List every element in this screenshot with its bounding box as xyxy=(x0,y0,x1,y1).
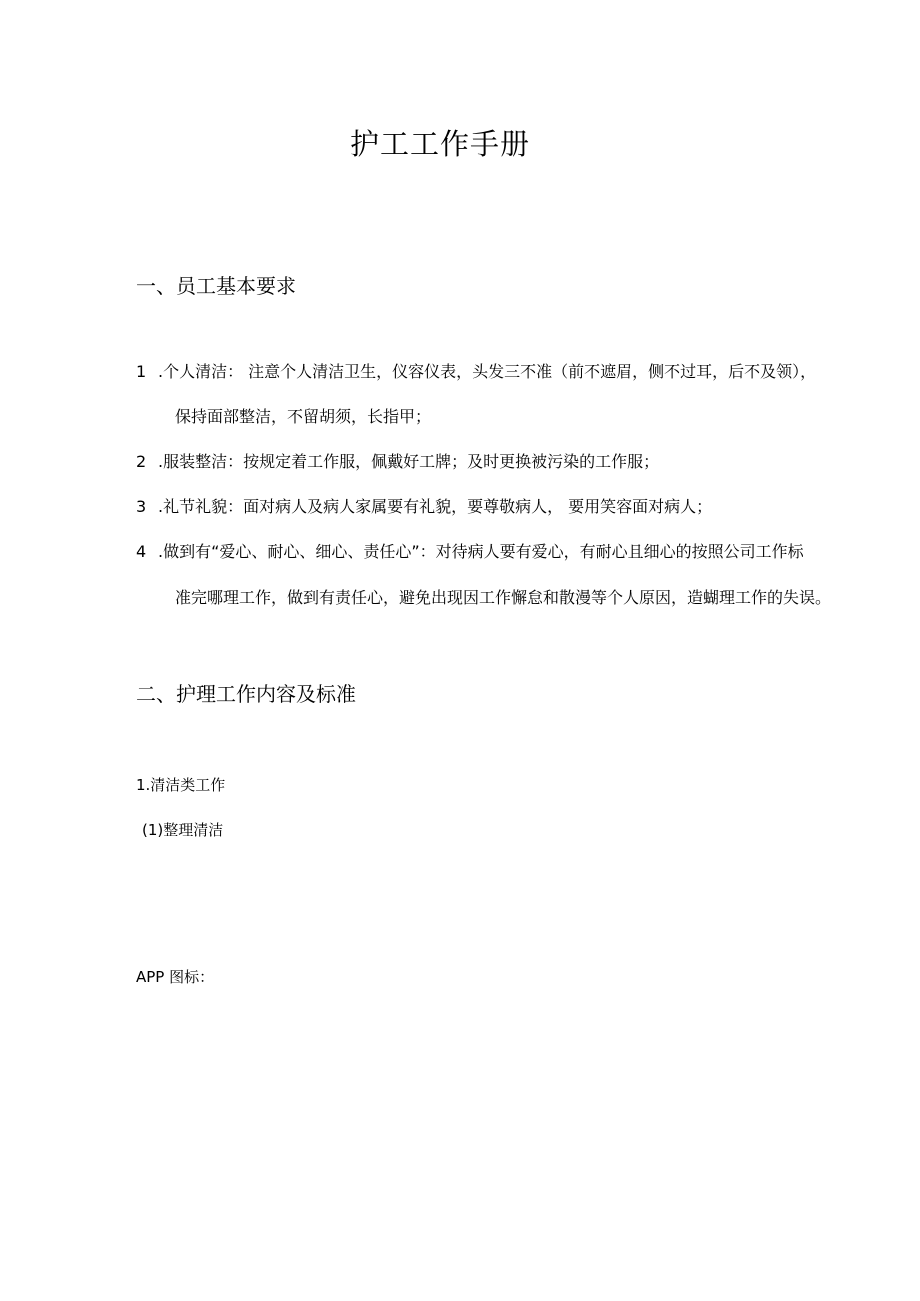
list-item-text: .礼节礼貌：面对病人及病人家属要有礼貌，要尊敬病人， 要用笑容面对病人； xyxy=(158,497,713,516)
list-item-continuation: 准完哪理工作，做到有责任心，避免出现因工作懈怠和散漫等个人原因，造蝴理工作的失误。 xyxy=(175,588,832,607)
section-heading-basic-requirements: 一、员工基本要求 xyxy=(136,274,296,298)
list-item-personal-hygiene xyxy=(136,360,816,384)
list-item-text: .做到有“爱心、耐心、细心、责任心”：对待病人要有爱心，有耐心且细心的按照公司工作标 xyxy=(158,542,804,561)
app-icon-label: APP 图标： xyxy=(136,968,215,986)
subsection-tidy-clean: (1)整理清洁 xyxy=(142,821,224,839)
list-item-text: .服装整洁：按规定着工作服，佩戴好工牌；及时更换被污染的工作服； xyxy=(158,452,660,471)
list-item-number: 1 xyxy=(136,362,147,381)
list-item-number: 3 xyxy=(136,497,147,516)
list-item-care-attitude xyxy=(136,540,804,564)
list-item-number: 4 xyxy=(136,542,147,561)
list-item-number: 2 xyxy=(136,452,147,471)
list-item-text: .个人清洁： 注意个人清洁卫生，仪容仪表，头发三不准（前不遮眉，侧不过耳，后不及领）， xyxy=(158,362,817,381)
list-item-continuation: 保持面部整洁，不留胡须，长指甲； xyxy=(175,407,432,426)
list-item-clothing xyxy=(136,450,659,474)
document-title: 护工工作手册 xyxy=(349,127,530,161)
section-heading-care-content: 二、护理工作内容及标准 xyxy=(136,682,356,706)
list-item-etiquette xyxy=(136,495,712,519)
subsection-cleaning-work: 1.清洁类工作 xyxy=(136,776,226,794)
